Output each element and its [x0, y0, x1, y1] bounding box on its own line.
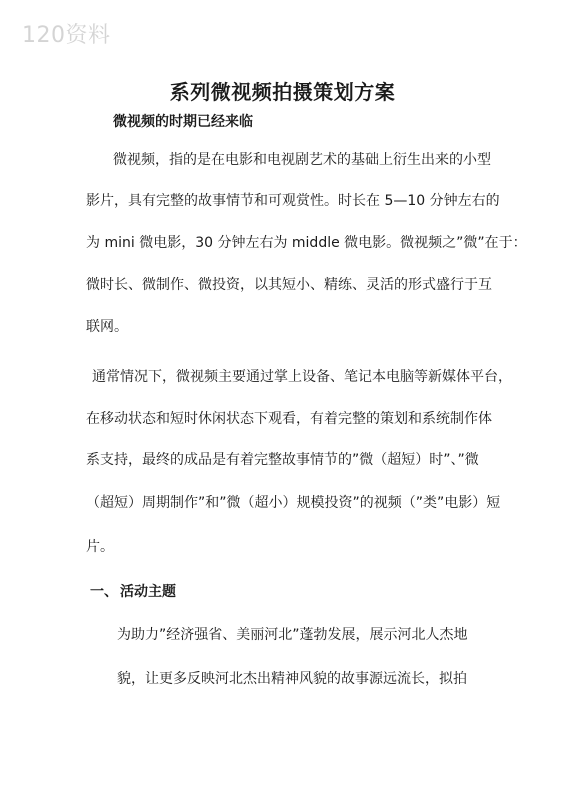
document-subtitle: 微视频的时期已经来临 [113, 114, 253, 130]
paragraph2-line: （超短）周期制作”和”微（超小）规模投资”的视频（”类”电影）短 [86, 495, 501, 511]
paragraph2-line: 在移动状态和短时休闲状态下观看，有着完整的策划和系统制作体 [86, 411, 492, 427]
document-title: 系列微视频拍摄策划方案 [169, 80, 396, 104]
section-heading [90, 581, 176, 601]
paragraph2-line: 系支持，最终的成品是有着完整故事情节的”微（超短）时”、”微 [86, 452, 479, 468]
section-number: 一、 [90, 584, 118, 600]
paragraph1-line: 微时长、微制作、微投资，以其短小、精练、灵活的形式盛行于互 [86, 277, 492, 293]
paragraph1-line: 联网。 [86, 319, 128, 335]
section1-line: 为助力”经济强省、美丽河北”蓬勃发展，展示河北人杰地 [117, 627, 468, 643]
paragraph1-line: 影片，具有完整的故事情节和可观赏性。时长在 5—10 分钟左右的 [86, 193, 500, 209]
section1-line: 貌，让更多反映河北杰出精神风貌的故事源远流长，拟拍 [117, 671, 467, 687]
paragraph1-line: 为 mini 微电影，30 分钟左右为 middle 微电影。微视频之”微”在于： [86, 235, 527, 251]
section-title: 活动主题 [120, 584, 176, 600]
paragraph2-line: 片。 [86, 539, 114, 555]
paragraph1-line: 微视频，指的是在电影和电视剧艺术的基础上衍生出来的小型 [113, 152, 491, 168]
paragraph2-line: 通常情况下，微视频主要通过掌上设备、笔记本电脑等新媒体平台， [92, 369, 512, 385]
watermark-text: 120资料 [22, 23, 111, 48]
